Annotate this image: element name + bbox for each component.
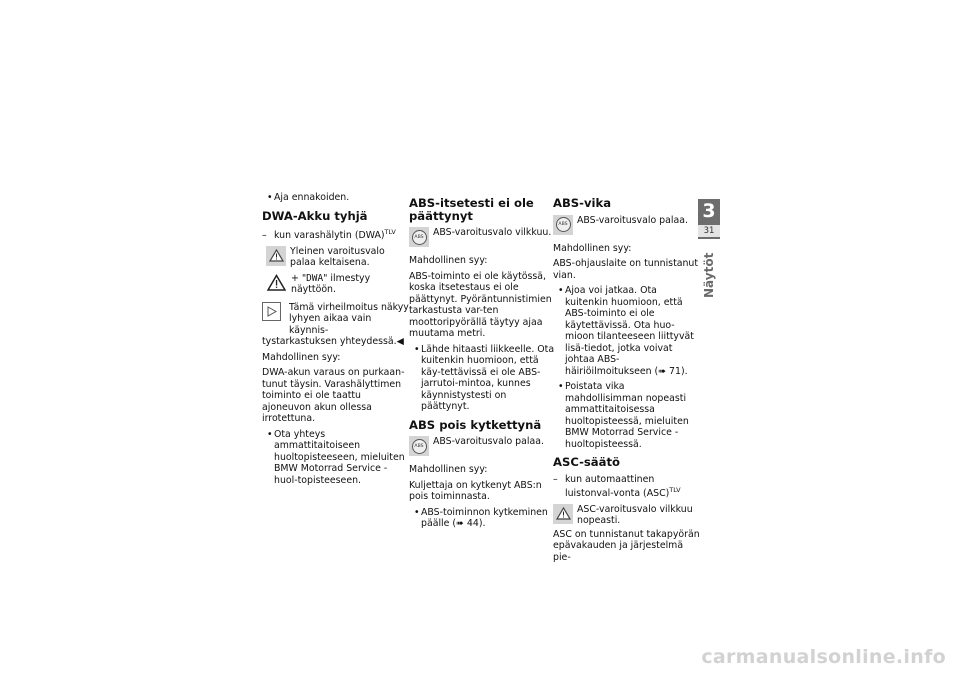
warning-lamp-row: [266, 246, 410, 269]
note-block: [262, 302, 410, 348]
heading-abs-off: ABS pois kytkettynä: [409, 417, 542, 432]
asc-lamp-row: [553, 504, 701, 527]
chapter-tab: [698, 199, 720, 239]
section-title: Näytöt: [702, 252, 716, 298]
abs-lamp-row-3: [553, 215, 701, 235]
abs-lamp-text-1: ABS-varoitusvalo vilkkuu.: [433, 227, 552, 238]
column-1: [262, 192, 410, 490]
possible-cause-label-1: Mahdollinen syy:: [409, 255, 488, 266]
heading-abs-fault: ABS-vika: [553, 196, 612, 210]
bullet-continue-riding: • Ajoa voi jatkaa. Ota kuitenkin huomioon, että ABS-toiminto ei ole käytettävissä. Ota huo-mioon tilanteeseen liittyvät lisä-tiedot, jotka voivat johtaa ABS-häiriöilmoitukseen (➠ 71).: [553, 285, 701, 377]
warning-triangle-outline-icon: [266, 273, 287, 292]
warning-triangle-icon: [266, 246, 286, 266]
condition-asc: – kun automaattinen luistonval-vonta (ASC)$^{TLV}$: [553, 474, 701, 500]
condition-dwa: – kun varashälytin (DWA)$^{TLV}$: [262, 227, 410, 242]
abs-warning-icon: ABS: [409, 227, 429, 247]
bullet-contact-service: • Ota yhteys ammattitaitoiseen huoltopisteeseen, mieluiten BMW Motorrad Service -huol-topisteeseen.: [262, 429, 410, 487]
heading-abs-selftest: ABS-itsetesti ei ole päättynyt: [409, 196, 534, 223]
possible-cause-label-3: Mahdollinen syy:: [553, 242, 632, 254]
bullet-drive-carefully: • Aja ennakoiden.: [262, 192, 410, 204]
abs-lamp-text-3: ABS-varoitusvalo palaa.: [577, 214, 688, 226]
note-lines: Tämä virheilmoitus näkyy lyhyen aikaa vain käynnis-: [289, 301, 409, 336]
possible-cause-text: DWA-akun varaus on purkaan-tunut täysin. Varashälyttimen toiminto ei ole taattu ajoneuvon akun ollessa irrotettuna.: [262, 367, 405, 425]
abs-lamp-row-1: [409, 227, 557, 247]
column-2: [409, 192, 557, 534]
bullet-abs-on: • ABS-toiminnon kytkeminen päälle (➠ 44).: [409, 507, 557, 530]
possible-cause-text-1: ABS-toiminto ei ole käytössä, koska itsetestaus ei ole päättynyt. Pyöräntunnistimien tarkastusta var-ten moottoripyörällä täytyy ajaa muutama metri.: [409, 270, 552, 339]
possible-cause-text-3: ABS-ohjauslaite on tunnistanut vian.: [553, 258, 699, 281]
abs-lamp-text-2: ABS-varoitusvalo palaa.: [433, 436, 544, 447]
bullet-repair-fault: • Poistata vika mahdollisimman nopeasti ammattitaitoisessa huoltopisteessä, mieluiten BMW Motorrad Service -huoltopisteessä.: [553, 381, 701, 450]
note-play-icon: [262, 302, 281, 321]
note-row: [262, 302, 410, 337]
heading-asc: ASC-säätö: [553, 455, 620, 469]
display-warning-text: + "DWA" ilmestyy näyttöön.: [291, 272, 371, 296]
possible-cause-text-2: Kuljettaja on kytkenyt ABS:n pois toiminnasta.: [409, 479, 542, 502]
abs-lamp-row-2: [409, 436, 557, 456]
display-warning-row: [266, 273, 410, 296]
chapter-number: 3: [702, 200, 716, 222]
note-line-3: tystarkastuksen yhteydessä.◀: [262, 336, 404, 348]
page-number: 31: [698, 225, 720, 237]
possible-cause-label: Mahdollinen syy:: [262, 351, 341, 363]
watermark: carmanualsonline.info: [701, 646, 946, 668]
bullet-start-slowly: • Lähde hitaasti liikkeelle. Ota kuitenkin huomioon, että käy-tettävissä ei ole ABS-jarrutoi-mintoa, kunnes käynnistystesti on päättynyt.: [409, 344, 557, 413]
asc-tail-text: ASC on tunnistanut takapyörän epävakauden ja järjestelmä pie-: [553, 528, 700, 563]
column-3: [553, 192, 701, 567]
possible-cause-label-2: Mahdollinen syy:: [409, 464, 488, 475]
warning-lamp-text: Yleinen varoitusvalo palaa keltaisena.: [290, 245, 385, 269]
asc-lamp-text: ASC-varoitusvalo vilkkuu nopeasti.: [577, 503, 693, 527]
asc-warning-icon: [553, 504, 573, 524]
abs-warning-icon: ABS: [553, 215, 573, 235]
abs-warning-icon: ABS: [409, 436, 429, 456]
heading-dwa-battery: DWA-Akku tyhjä: [262, 208, 368, 223]
